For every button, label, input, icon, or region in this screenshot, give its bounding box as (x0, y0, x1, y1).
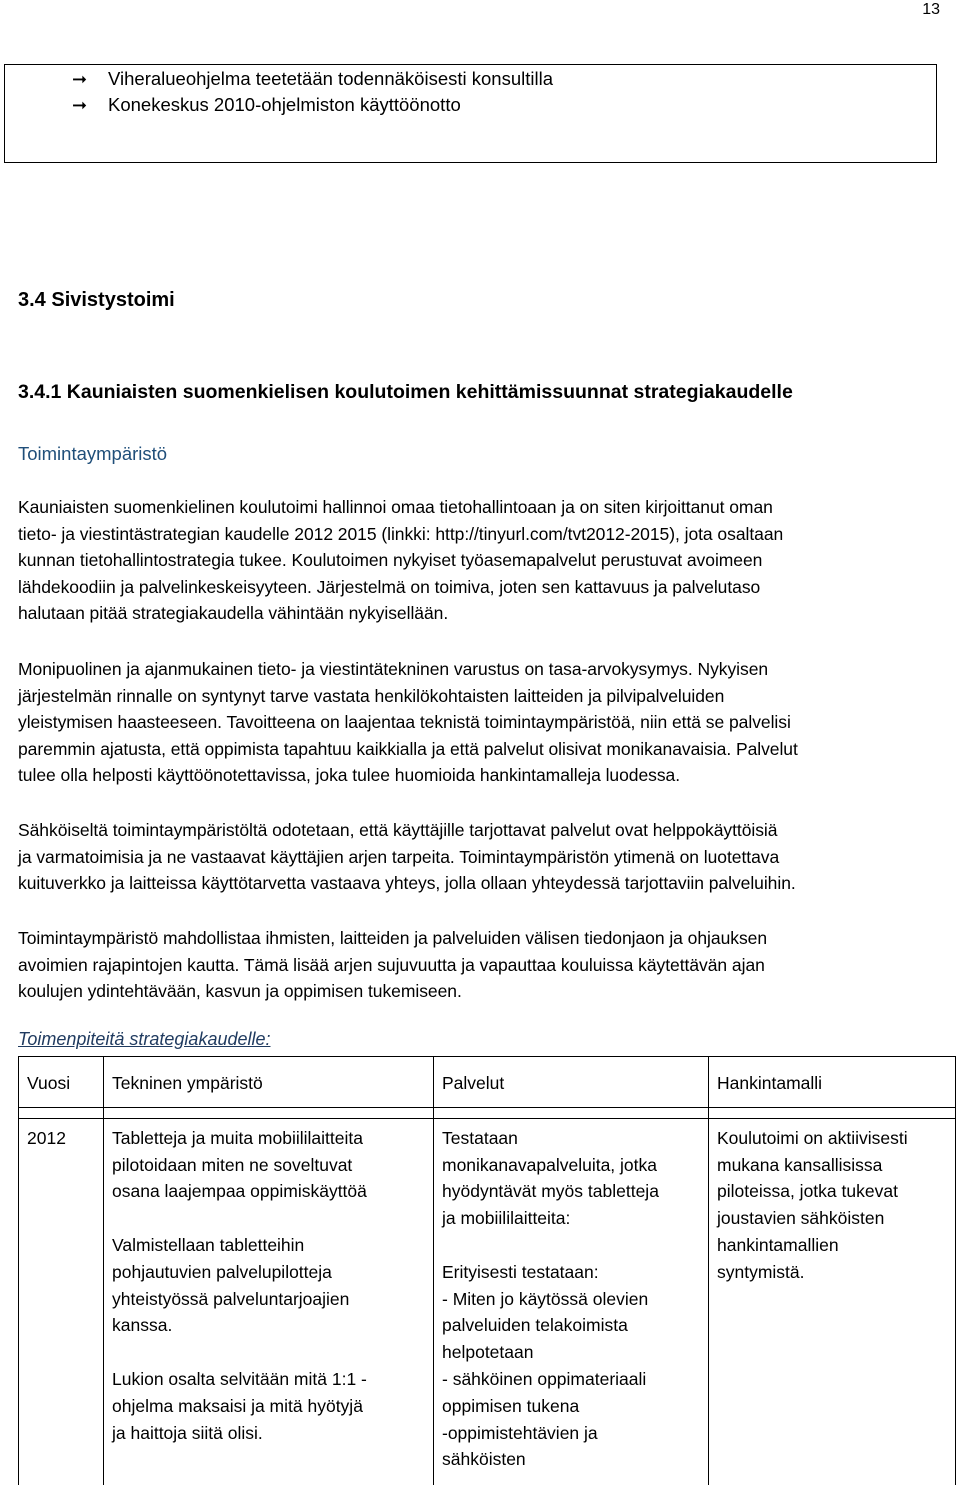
cell-line: - sähköinen oppimateriaali (442, 1368, 647, 1389)
cell-line: -oppimistehtävien ja (442, 1422, 598, 1443)
cell-line: helpotetaan (442, 1342, 534, 1363)
cell-services (434, 1118, 709, 1485)
cell-line: mukana kansallisissa (717, 1154, 883, 1175)
cell-line: ja mobiililaitteita: (442, 1208, 571, 1229)
bullet-text: Konekeskus 2010-ohjelmiston käyttöönotto (108, 94, 461, 115)
cell-line: ja haittoja siitä olisi. (112, 1422, 263, 1443)
text-line: koulujen ydintehtävään, kasvun ja oppimisen tukemiseen. (18, 981, 462, 1001)
cell-line: osana laajempaa oppimiskäyttöä (112, 1181, 367, 1202)
cell-line: piloteissa, jotka tukevat (717, 1181, 898, 1202)
text-line: järjestelmän rinnalle on syntynyt tarve vastata henkilökohtaisten laitteiden ja pilvipalveluiden (18, 685, 725, 706)
text-line: tulee olla helposti käyttöönotettavissa, joka tulee huomioida hankintamalleja luodessa. (18, 765, 681, 785)
header-tech: Tekninen ympäristö (104, 1057, 434, 1108)
subheading: Toimintaympäristö (18, 443, 168, 464)
cell-line: joustavien sähköisten (717, 1208, 885, 1229)
cell-year: 2012 (19, 1118, 104, 1485)
bullet-item (72, 93, 461, 117)
text-line: lähdekoodiin ja palvelinkeskeisyyteen. Järjestelmä on toimiva, joten sen kattavuus ja palvelutaso (18, 576, 761, 597)
text-line: ja varmatoimisia ja ne vastaavat käyttäjien arjen tarpeita. Toimintaympäristön ytimenä on luotettava (18, 846, 780, 867)
cell-line: Koulutoimi on aktiivisesti (717, 1127, 908, 1148)
right-arrow-icon: ➞ (72, 95, 88, 115)
paragraph-2 (18, 656, 942, 789)
text-line: halutaan pitää strategiakaudella vähintään nykyisellään. (18, 603, 449, 623)
cell-line: - Miten jo käytössä olevien (442, 1288, 649, 1309)
cell-line: hyödyntävät myös tabletteja (442, 1181, 659, 1202)
cell-line: Tabletteja ja muita mobiililaitteita (112, 1127, 363, 1148)
paragraph-1 (18, 494, 942, 627)
text-line: kuituverkko ja laitteissa käyttötarvetta vastaava yhteys, jolla ollaan yhteydessä tarjottaviin palveluihin. (18, 873, 796, 893)
table-header-row (19, 1057, 956, 1108)
page-number: 13 (922, 1, 940, 18)
cell-line: Testataan (442, 1127, 518, 1148)
table-spacer-row (19, 1107, 956, 1118)
cell-line: ohjelma maksaisi ja mitä hyötyjä (112, 1395, 363, 1416)
bullet-text: Viheralueohjelma teetetään todennäköisesti konsultilla (108, 68, 553, 89)
subsection-heading: 3.4.1 Kauniaisten suomenkielisen koulutoimen kehittämissuunnat strategiakaudelle (18, 381, 793, 403)
cell-line: pohjautuvien palvelupilotteja (112, 1261, 332, 1282)
text-line: tieto- ja viestintästrategian kaudelle 2012 2015 (linkki: http://tinyurl.com/tvt2012-2015), jota osaltaan (18, 523, 784, 544)
text-line: paremmin ajatusta, että oppimista tapahtuu kaikkialla ja että palvelut olisivat monikanavaisia. Palvelut (18, 738, 798, 759)
header-procurement: Hankintamalli (709, 1057, 956, 1108)
text-line: Monipuolinen ja ajanmukainen tieto- ja viestintätekninen varustus on tasa-arvokysymys. Nykyisen (18, 659, 769, 679)
paragraph-4 (18, 925, 942, 1005)
right-arrow-icon: ➞ (72, 69, 88, 89)
cell-line: monikanavapalveluita, jotka (442, 1154, 657, 1175)
cell-procurement (709, 1118, 956, 1485)
cell-line: syntymistä. (717, 1261, 805, 1282)
text-line: Kauniaisten suomenkielinen koulutoimi hallinnoi omaa tietohallintoaan ja on siten kirjoittanut oman (18, 497, 773, 517)
text-line: kunnan tietohallintostrategia tukee. Koulutoimen nykyiset työasemapalvelut perustuvat avoimeen (18, 550, 763, 570)
actions-table (18, 1056, 956, 1485)
bullet-item (72, 67, 553, 91)
section-heading: 3.4 Sivistystoimi (18, 289, 175, 311)
cell-line: palveluiden telakoimista (442, 1315, 628, 1336)
cell-line: hankintamallien (717, 1234, 839, 1255)
cell-line: pilotoidaan miten ne soveltuvat (112, 1154, 353, 1175)
text-line: Sähköiseltä toimintaympäristöltä odotetaan, että käyttäjille tarjottavat palvelut ovat helppokäyttöisiä (18, 820, 778, 840)
cell-line: Valmistellaan tabletteihin (112, 1234, 305, 1255)
text-line: Toimintaympäristö mahdollistaa ihmisten, laitteiden ja palveluiden välisen tiedonjaon ja ohjauksen (18, 928, 768, 948)
cell-line: Lukion osalta selvitään mitä 1:1 - (112, 1368, 367, 1389)
cell-line: Erityisesti testataan: (442, 1261, 599, 1282)
paragraph-3 (18, 817, 942, 897)
text-line: yleistymisen haasteeseen. Tavoitteena on laajentaa teknistä toimintaympäristöä, niin että se palvelisi (18, 712, 791, 732)
cell-line: oppimisen tukena (442, 1395, 580, 1416)
text-line: avoimien rajapintojen kautta. Tämä lisää arjen sujuvuutta ja vapauttaa kouluissa käytettävän ajan (18, 954, 765, 975)
cell-tech (104, 1118, 434, 1485)
header-year: Vuosi (19, 1057, 104, 1108)
cell-line: sähköisten (442, 1449, 526, 1470)
table-row (19, 1118, 956, 1485)
header-services: Palvelut (434, 1057, 709, 1108)
cell-line: yhteistyössä palveluntarjoajien (112, 1288, 350, 1309)
cell-line: kanssa. (112, 1315, 173, 1336)
table-title: Toimenpiteitä strategiakaudelle: (18, 1029, 271, 1049)
